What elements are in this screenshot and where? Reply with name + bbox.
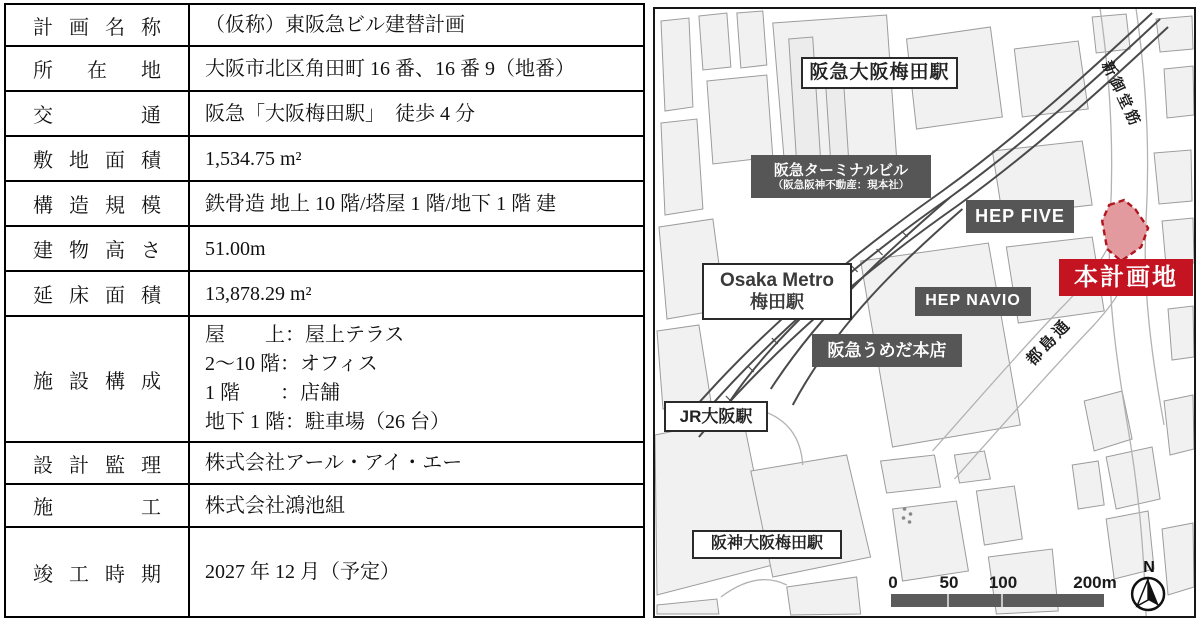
- label-hep-five: HEP FIVE: [966, 200, 1074, 233]
- row-label: 建物高さ: [33, 240, 161, 262]
- row-value: 阪急「大阪梅田駅」 徒歩 4 分: [205, 102, 475, 125]
- row-value: 大阪市北区角田町 16 番、16 番 9（地番）: [205, 57, 575, 80]
- row-label: 計画名称: [33, 16, 161, 39]
- table-row: [6, 137, 643, 182]
- label-hankyu-umeda-honten: 阪急うめだ本店: [812, 334, 962, 367]
- table-row: [6, 485, 643, 528]
- row-label: 施設構成: [33, 370, 161, 393]
- label-hankyu-terminal-bldg: 阪急ターミナルビル （阪急阪神不動産：現本社）: [751, 155, 931, 198]
- label-project-site: 本計画地: [1059, 259, 1193, 296]
- row-value: [190, 317, 643, 441]
- row-value: 2027 年 12 月（予定）: [205, 561, 400, 583]
- scale-tick: 100: [988, 573, 1018, 592]
- row-label: 設計監理: [33, 454, 161, 477]
- label-jr-osaka-station: JR大阪駅: [664, 401, 768, 432]
- facility-line: 屋 上：屋上テラス: [205, 324, 405, 346]
- row-value: 株式会社アール・アイ・エー: [205, 452, 463, 474]
- row-label: 構造規模: [33, 195, 161, 217]
- row-value: （仮称）東阪急ビル建替計画: [205, 14, 465, 36]
- label-hanshin-osaka-umeda-station: 阪神大阪梅田駅: [692, 530, 842, 559]
- row-value: 株式会社鴻池組: [205, 494, 345, 517]
- table-row: [6, 5, 643, 47]
- row-label: 所在地: [33, 60, 161, 82]
- project-spec-table: [4, 3, 645, 618]
- row-value: 鉄骨造 地上 10 階/塔屋 1 階/地下 1 階 建: [205, 192, 557, 215]
- north-label: N: [1143, 559, 1155, 576]
- facility-line: 1 階 ：店舗: [205, 382, 340, 404]
- row-label: 敷地面積: [33, 150, 161, 172]
- label-road-miyakojima-dori: 都島通: [1023, 315, 1076, 370]
- table-row: [6, 528, 643, 616]
- facility-line: 地下 1 階：駐車場（26 台）: [205, 411, 450, 433]
- scale-bar-rule: [891, 594, 1104, 607]
- table-row: [6, 47, 643, 92]
- table-row: [6, 182, 643, 227]
- label-hankyu-osaka-umeda-station: 阪急大阪梅田駅: [801, 57, 958, 89]
- facility-line: 2～10 階：オフィス: [205, 353, 378, 375]
- table-row: [6, 227, 643, 272]
- scale-tick: 50: [939, 573, 959, 592]
- scale-tick: 0: [888, 573, 898, 592]
- row-label: 竣工時期: [33, 563, 161, 586]
- table-row: [6, 443, 643, 485]
- row-label: 延床面積: [33, 285, 161, 307]
- row-label: 施工: [33, 497, 161, 519]
- label-road-shin-midosuji: 新御堂筋: [1098, 58, 1145, 131]
- site-parcel: [1102, 200, 1148, 261]
- table-row: [6, 92, 643, 137]
- table-row: [6, 317, 643, 443]
- row-value: 13,878.29 m²: [205, 282, 312, 305]
- label-osaka-metro-umeda-station: Osaka Metro 梅田駅: [702, 263, 852, 320]
- location-map: [653, 7, 1196, 618]
- row-value: 1,534.75 m²: [205, 147, 302, 170]
- label-hep-navio: HEP NAVIO: [915, 287, 1031, 316]
- north-arrow-icon: [1132, 578, 1164, 610]
- table-row: [6, 272, 643, 317]
- row-value: 51.00m: [205, 237, 266, 260]
- row-label: 交通: [33, 105, 161, 127]
- scale-tick: 200m: [1073, 573, 1117, 592]
